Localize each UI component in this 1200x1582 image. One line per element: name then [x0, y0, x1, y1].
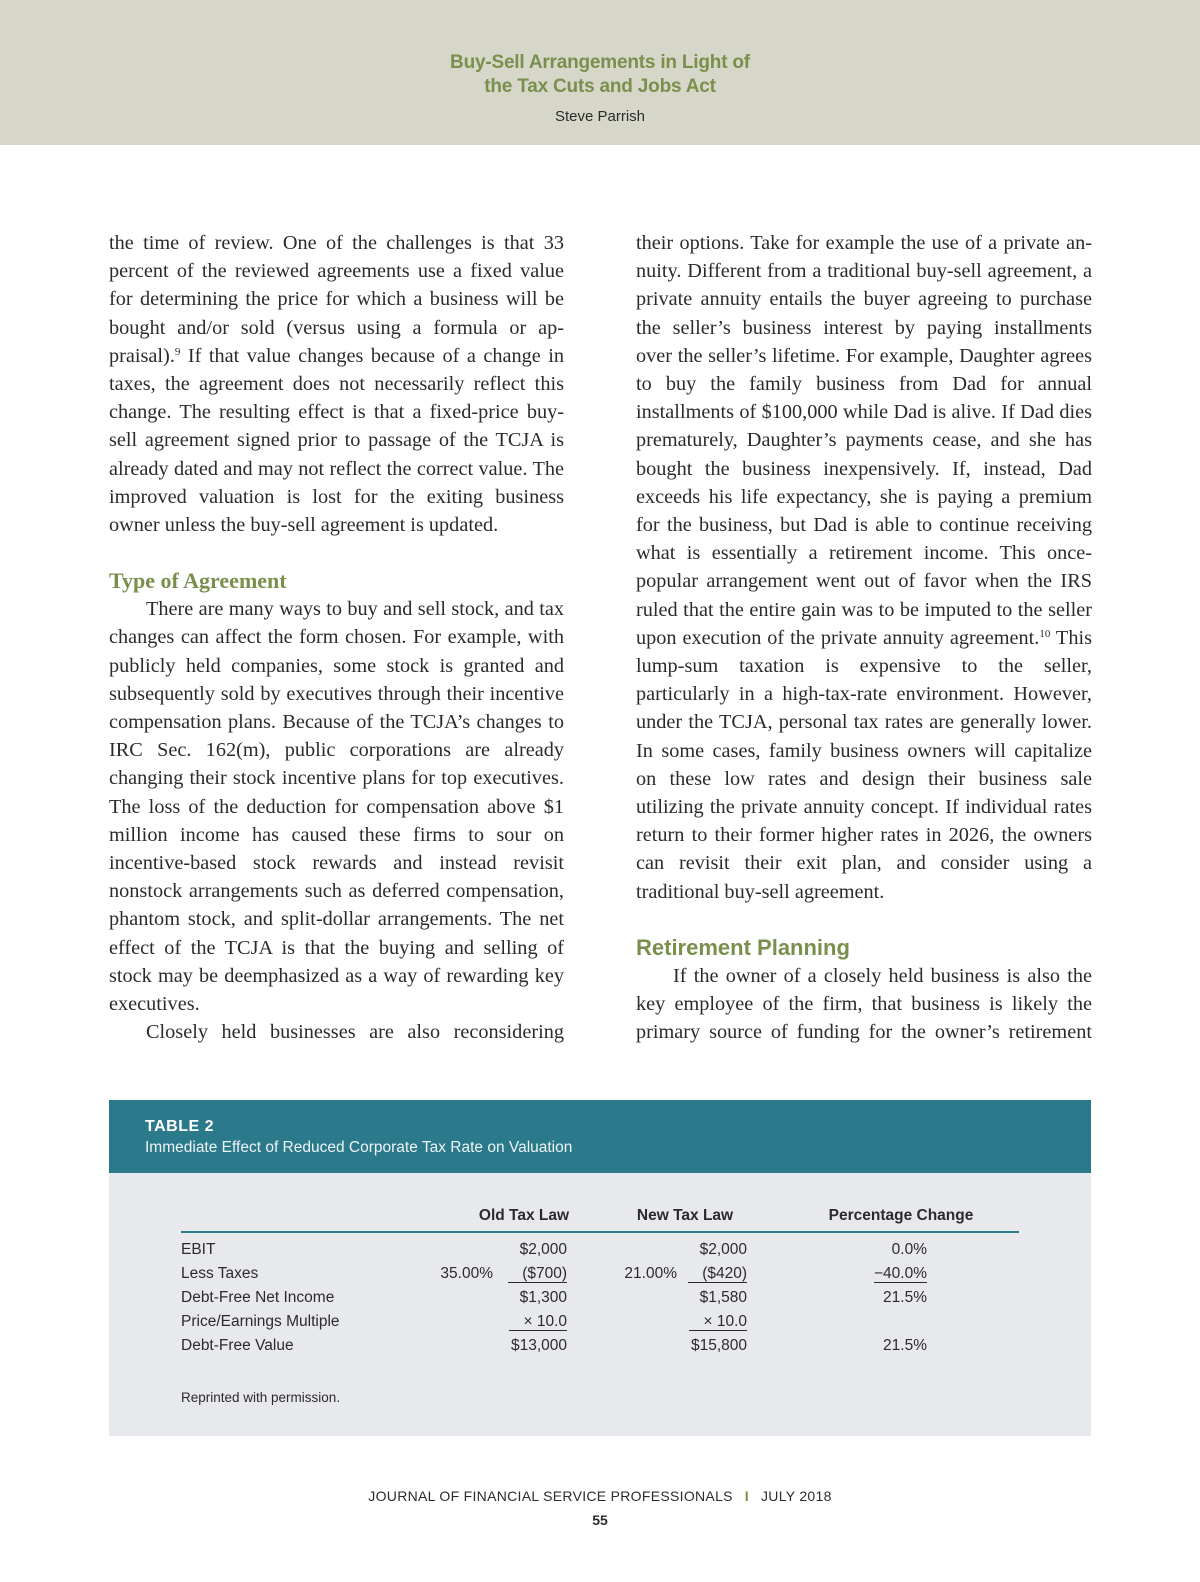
column-header-old-tax-law: Old Tax Law — [478, 1207, 570, 1224]
footer-separator: I — [744, 1488, 749, 1504]
article-title-line-2: the Tax Cuts and Jobs Act — [484, 76, 716, 97]
row-label-debt-free-net-income: Debt-Free Net Income — [181, 1289, 335, 1306]
cell-ebit-old: $2,000 — [519, 1241, 567, 1258]
left-paragraph-2: There are many ways to buy and sell stock, and tax changes can affect the form chosen. For example, with publicly held companies, some stock is granted and subsequently sold by executives through their incentive compensation plans. Because of the TCJA’s changes to IRC Sec. 162(m), public corporations are already changing their stock incentive plans for top executives. The loss of the deduction for compensation above $1 million income has caused these firms to sour on incentive-based stock rewards and instead revisit nonstock arrangements such as deferred compensation, phantom stock, and split-dollar arrangements. The net effect of the TCJA is that the buying and selling of stock may be deemphasized as a way of rewarding key executives. — [109, 598, 564, 1016]
table-2 — [109, 1100, 1091, 1436]
cell-debt-free-value-pct: 21.5% — [883, 1337, 927, 1354]
column-header-new-tax-law: New Tax Law — [636, 1207, 734, 1224]
table-header-rule — [181, 1231, 1019, 1233]
cell-pe-multiple-new-value: × 10.0 — [689, 1313, 747, 1331]
table-number: TABLE 2 — [145, 1118, 214, 1135]
cell-ebit-pct: 0.0% — [891, 1241, 927, 1258]
left-paragraph-1-text-a: the time of review. One of the challenges is that 33 percent of the reviewed agreements use a fixed value for determining the price for which a business will be bought and/or sold (versus using a formula or appraisal). — [109, 232, 564, 367]
right-paragraph-1-text-b: This lump-sum taxation is expensive to the seller, particularly in a high-tax-rate environment. However, under the TCJA, personal tax rates are generally lower. In some cases, family business owners will capitalize on these low rates and design their business sale utilizing the private annuity concept. If individual rates return to their former higher rates in 2026, the owners can revisit their exit plan, and consider using a traditional buy-sell agreement. — [636, 626, 1092, 903]
page-number: 55 — [592, 1512, 608, 1528]
table-caption: Immediate Effect of Reduced Corporate Tax Rate on Valuation — [145, 1139, 573, 1156]
right-paragraph-2: If the owner of a closely held business is also the key employee of the firm, that business is likely the primary source of funding for the owner’s retirement — [636, 964, 1092, 1044]
left-paragraph-3: Closely held businesses are also reconsidering — [146, 1021, 564, 1044]
article-title — [0, 51, 1200, 99]
cell-pe-multiple-old-value: × 10.0 — [509, 1313, 567, 1331]
row-label-debt-free-value: Debt-Free Value — [181, 1337, 294, 1354]
cell-net-income-new: $1,580 — [699, 1289, 747, 1306]
right-column — [636, 229, 1092, 1046]
cell-net-income-pct: 21.5% — [883, 1289, 927, 1306]
cell-pe-multiple-old — [487, 1312, 567, 1332]
table-source-note: Reprinted with permission. — [181, 1390, 341, 1405]
right-paragraph-1-text-a: their options. Take for example the use of a private annuity. Different from a traditional buy-sell agreement, a private annuity entails the buyer agreeing to purchase the seller’s business interest by paying installments over the seller’s lifetime. For example, Daughter agrees to buy the family business from Dad for annual installments of $100,000 while Dad is alive. If Dad dies prematurely, Daughter’s payments cease, and she has bought the business inexpensively. If, instead, Dad exceeds his life expectancy, she is paying a premium for the business, but Dad is able to continue receiving what is essentially a retirement income. This once-popular arrangement went out of favor when the IRS ruled that the entire gain was to be imputed to the seller upon execution of the private annuity agreement. — [636, 232, 1092, 649]
cell-less-taxes-pct-value: −40.0% — [873, 1265, 927, 1282]
cell-less-taxes-old — [487, 1264, 567, 1284]
section-heading-type-of-agreement: Type of Agreement — [109, 568, 287, 594]
left-paragraph-1-text-b: If that value changes because of a change in taxes, the agreement does not necessarily reflect this change. The resulting effect is that a fixed-price buy-sell agreement signed prior to passage of the TCJA is already dated and may not reflect the correct value. The improved valuation is lost for the exiting business owner unless the buy-sell agreement is updated. — [109, 344, 564, 537]
row-label-less-taxes: Less Taxes — [181, 1265, 259, 1282]
row-label-ebit: EBIT — [181, 1241, 216, 1258]
cell-less-taxes-old-rate: 35.00% — [440, 1265, 493, 1282]
table-header-band — [109, 1100, 1091, 1173]
cell-net-income-old: $1,300 — [519, 1289, 567, 1306]
cell-pe-multiple-new — [667, 1312, 747, 1332]
cell-less-taxes-old-value: ($700) — [508, 1265, 567, 1283]
row-label-price-earnings-multiple: Price/Earnings Multiple — [181, 1313, 340, 1330]
left-column — [109, 229, 564, 1046]
column-header-percentage-change: Percentage Change — [828, 1207, 974, 1224]
left-paragraph-1 — [109, 229, 564, 539]
footnote-ref-9: 9 — [174, 345, 181, 358]
cell-debt-free-value-new: $15,800 — [690, 1337, 747, 1354]
running-footer — [0, 1488, 1200, 1504]
issue-date: JULY 2018 — [761, 1488, 832, 1504]
footnote-ref-10: 10 — [1039, 627, 1051, 640]
right-paragraph-1 — [636, 229, 1092, 906]
cell-less-taxes-new-value: ($420) — [688, 1265, 747, 1283]
article-title-line-1: Buy-Sell Arrangements in Light of — [450, 52, 750, 73]
article-author: Steve Parrish — [554, 108, 646, 125]
running-header — [0, 0, 1200, 145]
journal-name: JOURNAL OF FINANCIAL SERVICE PROFESSIONALS — [368, 1488, 733, 1504]
section-heading-retirement-planning: Retirement Planning — [636, 934, 850, 960]
cell-ebit-new: $2,000 — [699, 1241, 747, 1258]
cell-less-taxes-new-rate: 21.00% — [624, 1265, 677, 1282]
cell-less-taxes-new — [667, 1264, 747, 1284]
cell-debt-free-value-old: $13,000 — [510, 1337, 567, 1354]
cell-less-taxes-pct — [847, 1264, 927, 1284]
